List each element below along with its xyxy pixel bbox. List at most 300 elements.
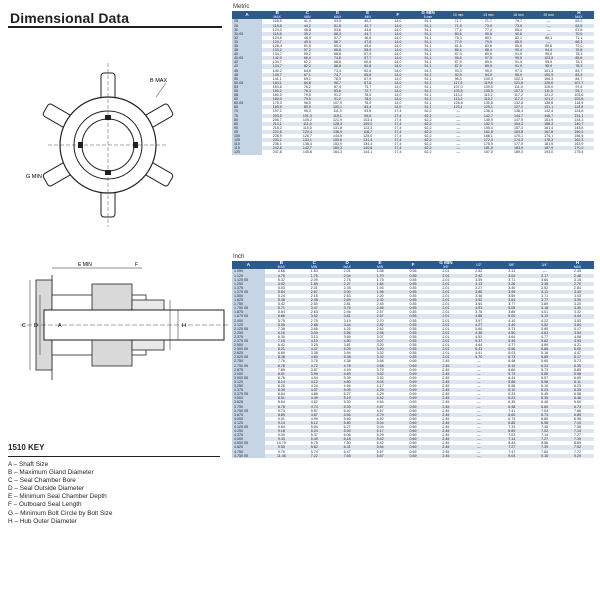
table-cell: 2.45	[429, 364, 462, 368]
table-cell: 4.37	[298, 388, 331, 392]
table-cell: 2.50	[310, 302, 318, 307]
table-cell: 4.63	[528, 331, 561, 335]
table-cell: 5.74	[310, 449, 318, 454]
table-cell: 48,9	[303, 35, 311, 40]
table-cell: 93,7	[564, 89, 594, 93]
table-cell: 47,8	[353, 40, 383, 44]
key-item: C – Seal Chamber Bore	[8, 477, 76, 485]
table-cell: 60,8	[364, 60, 372, 65]
table-cell: 150,2	[564, 130, 594, 134]
table-cell: 6.48	[561, 396, 594, 400]
table-cell: 2.09	[310, 277, 318, 282]
row-label-cell: 3.000	[232, 372, 265, 376]
table-cell: 9.18	[265, 429, 298, 433]
table-cell: 161,4	[544, 125, 554, 130]
table-cell: 58,7	[322, 40, 352, 44]
table-cell: 0.69	[409, 384, 417, 389]
table-cell: 97,4	[575, 84, 583, 89]
table-cell: 6.58	[574, 392, 582, 397]
row-label-cell: 2.750 05	[232, 364, 265, 368]
row-label-cell: 28	[232, 24, 262, 28]
table-cell: 60,4	[334, 43, 342, 48]
table-cell: —	[534, 40, 564, 44]
table-cell: 0.69	[409, 400, 417, 405]
table-cell: 96,0	[303, 101, 311, 106]
table-cell: 9.55	[265, 445, 298, 449]
table-cell: 8.64	[277, 400, 285, 405]
table-cell: 4.38	[462, 331, 495, 335]
table-cell: 8.64	[277, 392, 285, 397]
table-cell: 62,2	[303, 60, 311, 65]
table-cell: 0.69	[397, 396, 430, 400]
table-cell: 2.45	[429, 437, 462, 441]
table-cell: 1.93	[376, 285, 384, 290]
table-cell: 3.47	[298, 306, 331, 310]
table-cell: 107,0	[453, 84, 463, 89]
table-cell: 51,1	[413, 105, 443, 109]
table-cell: 5.37	[310, 433, 318, 438]
table-cell: —	[477, 433, 481, 438]
table-cell: 6.27	[343, 424, 351, 429]
table-cell: 62,2	[424, 142, 432, 147]
table-cell: 4.08	[574, 334, 582, 339]
row-label-cell: 42	[232, 60, 262, 64]
table-cell: 6.23	[495, 396, 528, 400]
row-label-cell: 3.375 05	[232, 392, 265, 396]
table-cell: 2.45	[442, 416, 450, 421]
table-cell: —	[456, 142, 460, 147]
table-cell: 5.54	[364, 445, 397, 449]
table-cell: 4.72	[298, 364, 331, 368]
table-cell: —	[462, 429, 495, 433]
table-cell: 2.45	[442, 408, 450, 413]
table-cell: 5.19	[331, 396, 364, 400]
table-cell: 0.55	[397, 331, 430, 335]
table-cell: 150,6	[322, 138, 352, 142]
label-c: C	[22, 323, 26, 329]
table-cell: 68,8	[334, 60, 342, 65]
table-cell: 117,2	[503, 97, 533, 101]
table-cell: 6.11	[561, 380, 594, 384]
table-cell: 2.01	[429, 323, 462, 327]
table-cell: 0.55	[397, 290, 430, 294]
table-cell: 1.76	[298, 274, 331, 278]
table-cell: 51,1	[424, 27, 432, 32]
table-cell: —	[477, 375, 481, 380]
table-cell: 7.39	[561, 437, 594, 441]
table-cell: 83,6	[484, 43, 492, 48]
table-cell: 91,2	[334, 93, 342, 98]
table-cell: 2.01	[310, 285, 318, 290]
table-cell: 89,9	[484, 60, 492, 65]
table-cell: —	[456, 150, 460, 155]
table-cell: 0.55	[409, 351, 417, 356]
table-cell: 121,2	[544, 93, 554, 98]
table-cell: 17,4	[394, 150, 402, 155]
table-cell: 17,4	[383, 146, 413, 150]
table-cell: 130,8	[483, 101, 493, 106]
table-cell: 95,3	[484, 68, 492, 73]
table-cell: —	[546, 19, 551, 24]
table-cell: 6.75	[310, 441, 318, 446]
table-cell: 79,9	[473, 40, 503, 44]
table-cell: 83,7	[575, 68, 583, 73]
table-cell: 3.56	[331, 331, 364, 335]
table-cell: 4.77	[541, 334, 549, 339]
table-cell: 3.25	[310, 343, 318, 348]
row-label-cell: 4.000	[232, 417, 265, 421]
table-cell: 3.13	[508, 269, 516, 274]
table-cell: 87,4	[334, 84, 342, 89]
table-cell: 51,1	[424, 60, 432, 65]
table-cell: 144,5	[333, 134, 343, 139]
table-cell: 0.69	[409, 359, 417, 364]
table-cell: 62,2	[424, 150, 432, 155]
table-cell: 51,1	[424, 93, 432, 98]
table-cell: 0.55	[397, 314, 430, 318]
row-label-cell: 2.625 05	[232, 355, 265, 359]
table-cell: 142,0	[262, 56, 292, 60]
table-cell: 51,1	[424, 52, 432, 57]
table-cell: 2.01	[429, 298, 462, 302]
table-cell: 4.29	[364, 388, 397, 392]
table-cell: 78,0	[364, 101, 372, 106]
row-label-cell: 3.750	[232, 405, 265, 409]
row-label-cell: 30	[232, 28, 262, 32]
table-cell: 76,8	[564, 48, 594, 52]
table-cell: 5.49	[495, 339, 528, 343]
table-cell: 136,8	[544, 101, 554, 106]
table-cell: 0.69	[397, 454, 430, 458]
table-cell: 5.17	[364, 429, 397, 433]
table-cell: 5.18	[528, 306, 561, 310]
table-cell: 150,2	[262, 89, 292, 93]
table-cell: 181,5	[544, 142, 554, 147]
table-cell: 0.55	[409, 277, 417, 282]
table-cell: 5.62	[528, 339, 561, 343]
table-cell: 9.64	[277, 424, 285, 429]
table-cell: 59,2	[303, 52, 311, 57]
table-cell: 17,4	[383, 138, 413, 142]
key-item: D – Seal Outside Diameter	[8, 485, 85, 493]
table-cell: —	[462, 413, 495, 417]
table-cell: 109,0	[483, 84, 493, 89]
row-label-cell: 95	[232, 130, 262, 134]
table-cell: 160,0	[272, 93, 282, 98]
row-label-cell: 90	[232, 126, 262, 130]
table-cell: 2.82	[475, 269, 483, 274]
table-cell: 9.30	[277, 433, 285, 438]
row-label-cell: 4.125 05	[232, 425, 265, 429]
table-cell: 89,9	[473, 64, 503, 68]
table-cell: 6.16	[265, 331, 298, 335]
table-cell: 3.17	[528, 274, 561, 278]
table-cell: 51,1	[413, 97, 443, 101]
table-cell: 7.47	[508, 449, 516, 454]
table-cell: 2.04	[331, 274, 364, 278]
table-cell: 3.69	[343, 334, 351, 339]
table-cell: 100,9	[534, 73, 564, 77]
table-cell: —	[462, 421, 495, 425]
row-label-cell: 3.375	[232, 388, 265, 392]
table-cell: 91,2	[322, 97, 352, 101]
table-cell: 4.80	[331, 380, 364, 384]
table-cell: 103,4	[363, 117, 373, 122]
table-cell: 5.85	[574, 367, 582, 372]
table-cell: —	[462, 405, 495, 409]
table-cell: 3.52	[462, 298, 495, 302]
table-cell: 51,1	[413, 89, 443, 93]
table-cell: 14,0	[383, 97, 413, 101]
table-cell: 0.69	[397, 372, 430, 376]
table-cell: 2.01	[429, 274, 462, 278]
table-cell: 4.44	[561, 314, 594, 318]
table-cell: 84,4	[353, 105, 383, 109]
table-cell: 9.01	[277, 416, 285, 421]
table-cell: —	[477, 384, 481, 389]
table-cell: 96,7	[322, 81, 352, 85]
table-cell: 183,9	[503, 146, 533, 150]
table-cell: 143,8	[574, 125, 584, 130]
table-cell: 118,7	[353, 130, 383, 134]
column-header: 10 mm	[443, 11, 473, 19]
table-cell: 49,6	[364, 43, 372, 48]
table-cell: 3.13	[310, 334, 318, 339]
row-label-cell: 4.750	[232, 450, 265, 454]
table-cell: 1.70	[364, 274, 397, 278]
row-label-cell: 1.250	[232, 282, 265, 286]
table-cell: 124,9	[272, 35, 282, 40]
table-cell: 8.26	[277, 384, 285, 389]
table-cell: 68,3	[322, 32, 352, 36]
table-cell: 76,3	[292, 89, 322, 93]
table-cell: 67,1	[292, 73, 322, 77]
row-label-cell: 1.625	[232, 298, 265, 302]
table-cell: 131,4	[353, 138, 383, 142]
row-label-cell: 40	[232, 52, 262, 56]
table-cell: 14,0	[383, 32, 413, 36]
table-cell: 6.00	[561, 347, 594, 351]
row-label-cell: 3.000 05	[232, 376, 265, 380]
table-cell: 8.01	[265, 372, 298, 376]
key-divider	[8, 456, 220, 457]
table-cell: 8.39	[265, 388, 298, 392]
table-cell: 6.85	[561, 413, 594, 417]
table-cell: 4.21	[574, 343, 582, 348]
table-cell: 6.69	[574, 375, 582, 380]
table-cell: 4.52	[475, 334, 483, 339]
table-cell: 62,2	[292, 64, 322, 68]
table-cell: 144,7	[503, 114, 533, 118]
column-header: E MIN	[364, 261, 397, 269]
table-cell: 0.69	[397, 421, 430, 425]
table-cell: 2.45	[429, 405, 462, 409]
row-label-cell: 4.500 05	[232, 441, 265, 445]
table-cell: 4.78	[331, 364, 364, 368]
column-header: D MAX	[331, 261, 364, 269]
table-cell: 4.22	[541, 318, 549, 323]
table-cell: 99,6	[353, 114, 383, 118]
table-cell: 14,0	[383, 105, 413, 109]
table-cell: 111,5	[534, 89, 564, 93]
table-cell: 3.81	[343, 343, 351, 348]
table-cell: 5.48	[508, 359, 516, 364]
table-cell: 3.86	[462, 290, 495, 294]
table-cell: 51,1	[413, 40, 443, 44]
table-cell: 14,0	[383, 64, 413, 68]
table-cell: 2.20	[376, 293, 384, 298]
table-cell: 242,6	[262, 146, 292, 150]
table-cell: 7.54	[541, 408, 549, 413]
table-cell: 134,3	[574, 117, 584, 122]
key-item: A – Shaft Size	[8, 461, 49, 468]
table-cell: 71,7	[454, 19, 462, 24]
table-cell: 127,1	[503, 105, 533, 109]
table-cell: 2.82	[364, 323, 397, 327]
table-cell: 103,5	[534, 56, 564, 60]
table-cell: 62,2	[413, 138, 443, 142]
table-cell: 3.97	[475, 318, 483, 323]
table-cell: 2.01	[429, 331, 462, 335]
table-cell: 120,4	[292, 130, 322, 134]
table-cell: 206,7	[272, 117, 282, 122]
table-cell: 3.46	[475, 293, 483, 298]
table-cell: 3.32	[376, 351, 384, 356]
key-item: G – Minimum Bolt Circle by Bolt Size	[8, 509, 113, 517]
table-cell: 6.06	[343, 433, 351, 438]
table-cell: 142,4	[544, 109, 554, 114]
table-row	[232, 150, 594, 154]
table-cell: 4.69	[331, 372, 364, 376]
column-header: B MAX	[262, 11, 292, 19]
table-cell: 4.10	[508, 318, 516, 323]
table-cell: 187,0	[483, 150, 493, 155]
table-cell: 6.98	[574, 416, 582, 421]
table-cell: 0.69	[397, 388, 430, 392]
table-cell: 57,7	[353, 56, 383, 60]
table-cell: 6.35	[561, 364, 594, 368]
table-cell: 4.29	[376, 392, 384, 397]
column-header: 13 mm	[473, 11, 503, 19]
table-cell: 5.93	[331, 429, 364, 433]
table-cell: 5.04	[364, 421, 397, 425]
table-cell: 7.14	[561, 429, 594, 433]
table-cell: 4.91	[475, 351, 483, 356]
table-cell: 7.10	[561, 421, 594, 425]
table-cell: 5.54	[277, 310, 285, 315]
table-cell: 4.87	[298, 413, 331, 417]
table-cell: 1.58	[376, 269, 384, 274]
row-label-cell: 43	[232, 64, 262, 68]
table-cell: 86,1	[545, 35, 553, 40]
metric-header-row	[232, 11, 594, 19]
table-cell: 4.27	[462, 323, 495, 327]
table-cell: 113,2	[453, 93, 463, 98]
table-cell: 2.45	[429, 429, 462, 433]
table-cell: 95,9	[545, 60, 553, 65]
table-cell: 2.01	[442, 277, 450, 282]
table-cell: 4.54	[376, 400, 384, 405]
table-cell: 89,9	[484, 52, 492, 57]
table-cell: 94,9	[473, 73, 503, 77]
table-cell: 113,2	[443, 97, 473, 101]
table-cell: 14,0	[383, 73, 413, 77]
table-cell: 222,6	[262, 130, 292, 134]
table-cell: 107,9	[333, 101, 343, 106]
table-cell: 67,8	[575, 27, 583, 32]
table-cell: 5.17	[574, 326, 582, 331]
table-cell: 2.69	[331, 298, 364, 302]
table-cell: 134,7	[272, 52, 282, 57]
column-header: A	[232, 11, 262, 19]
table-cell: —	[477, 359, 481, 364]
table-cell: 2.45	[442, 384, 450, 389]
label-g-min: G MIN	[26, 174, 42, 180]
table-cell: 10.75	[276, 441, 286, 446]
table-cell: 7.27	[495, 445, 528, 449]
table-cell: 111,3	[333, 109, 342, 114]
table-cell: 5.13	[528, 314, 561, 318]
table-cell: 107,7	[564, 81, 594, 85]
table-cell: 57,2	[292, 48, 322, 52]
table-cell: 3.52	[541, 285, 549, 290]
table-cell: 98,3	[454, 76, 462, 81]
table-cell: 6.44	[508, 375, 516, 380]
table-cell: 6.68	[528, 347, 561, 351]
table-cell: 57,7	[334, 35, 342, 40]
table-cell: 84,7	[575, 76, 583, 81]
table-cell: 2.01	[442, 351, 450, 356]
table-cell: 7.27	[528, 437, 561, 441]
table-cell: 63,5	[564, 24, 594, 28]
table-cell: 7.72	[574, 449, 582, 454]
table-cell: —	[443, 130, 473, 134]
table-cell: 6.60	[495, 413, 528, 417]
table-cell: 5.85	[541, 326, 549, 331]
table-cell: 2.01	[429, 314, 462, 318]
table-cell: 147,9	[513, 117, 523, 122]
table-cell: 163,8	[503, 130, 533, 134]
table-cell: 0.55	[397, 306, 430, 310]
table-cell: 197,2	[272, 109, 282, 114]
table-cell: 121,9	[333, 117, 343, 122]
table-cell: 0.69	[409, 408, 417, 413]
table-cell: 125,6	[534, 81, 564, 85]
table-cell: 14,0	[394, 84, 402, 89]
table-cell: 0.69	[397, 437, 430, 441]
table-cell: 109,0	[353, 122, 383, 126]
table-cell: 68,8	[334, 52, 342, 57]
table-cell: 68,8	[322, 64, 352, 68]
table-cell: 3.20	[376, 343, 384, 348]
label-b-max: B MAX	[150, 78, 168, 84]
table-cell: 2.45	[429, 372, 462, 376]
table-cell: 7.14	[541, 433, 549, 438]
table-cell: 77,9	[443, 40, 473, 44]
table-cell: 7.41	[508, 408, 516, 413]
table-cell: 8.76	[265, 405, 298, 409]
table-cell: 88,4	[473, 48, 503, 52]
table-cell: 148,7	[534, 114, 564, 118]
table-cell: 115,0	[544, 84, 553, 89]
table-cell: 2.38	[298, 298, 331, 302]
table-cell: 6.60	[574, 400, 582, 405]
table-cell: 80,1	[484, 35, 492, 40]
table-cell: 14,0	[394, 60, 402, 65]
table-cell: 193,0	[544, 150, 554, 155]
table-cell: 67,8	[353, 81, 383, 85]
seal-diagram	[0, 0, 232, 440]
